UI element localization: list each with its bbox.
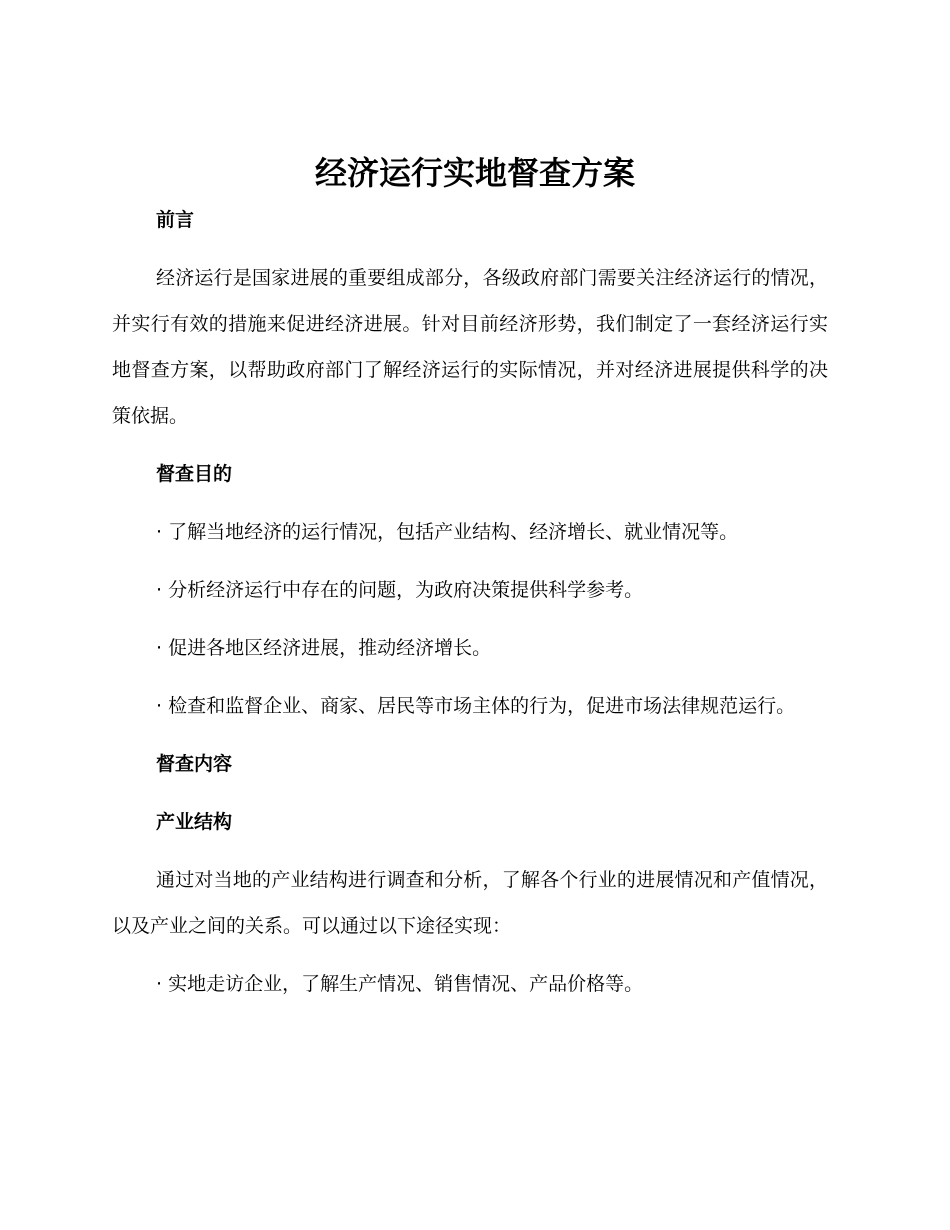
document-title: 经济运行实地督查方案: [314, 154, 635, 192]
industry-paragraph: 通过对当地的产业结构进行调查和分析，了解各个行业的进展情况和产值情况，以及产业之间的关系。可以通过以下途径实现：: [112, 869, 828, 937]
industry-item: · 实地走访企业，了解生产情况、销售情况、产品价格等。: [156, 973, 644, 995]
subsection-heading-industry: 产业结构: [156, 811, 233, 833]
purpose-item: · 了解当地经济的运行情况，包括产业结构、经济增长、就业情况等。: [156, 521, 739, 543]
purpose-item: · 促进各地区经济进展，推动经济增长。: [156, 637, 492, 659]
document-body: [112, 197, 828, 1019]
purpose-item: · 分析经济运行中存在的问题，为政府决策提供科学参考。: [156, 579, 644, 601]
section-heading-content: 督查内容: [156, 753, 233, 775]
section-heading-purpose: 督查目的: [156, 463, 233, 485]
section-heading-preface: 前言: [156, 209, 195, 231]
purpose-item: · 检查和监督企业、商家、居民等市场主体的行为，促进市场法律规范运行。: [156, 695, 796, 717]
preface-paragraph: 经济运行是国家进展的重要组成部分，各级政府部门需要关注经济运行的情况，并实行有效的措施来促进经济进展。针对目前经济形势，我们制定了一套经济运行实地督查方案，以帮助政府部门了解经济运行的实际情况，并对经济进展提供科学的决策依据。: [112, 267, 828, 427]
